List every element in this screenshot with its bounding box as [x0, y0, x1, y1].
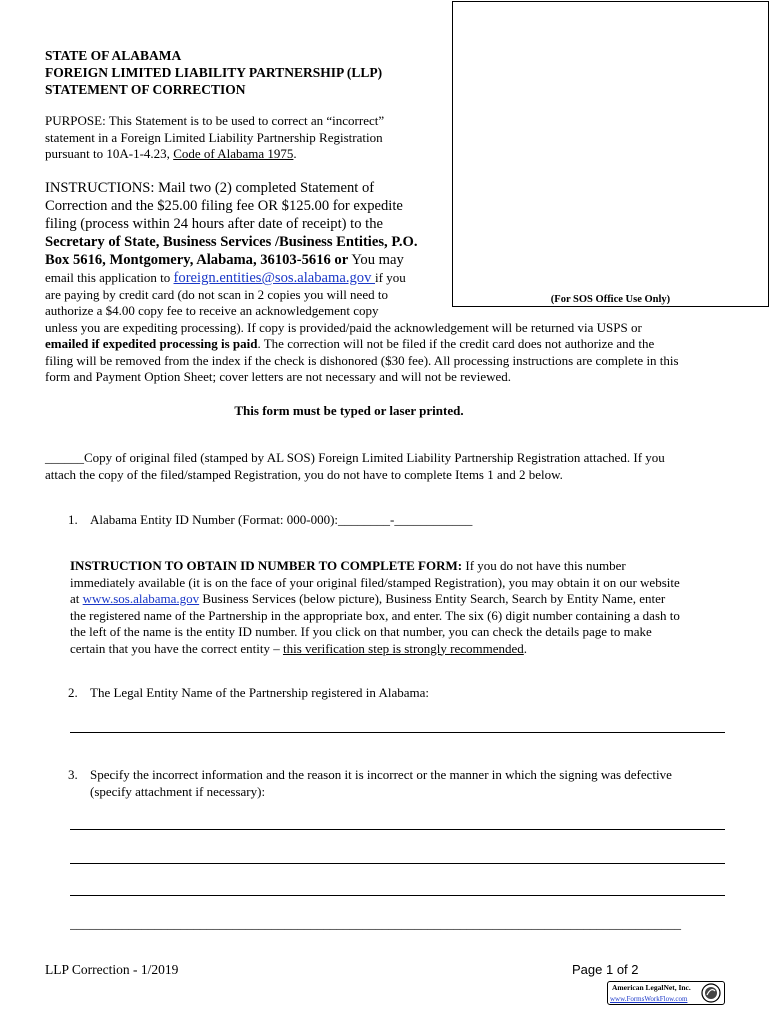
instructions-line: emailed if expedited processing is paid. The correction will not be filed if the credit card does not authorize and the: [45, 336, 655, 351]
id-instruction-heading: INSTRUCTION TO OBTAIN ID NUMBER TO COMPLETE FORM:: [70, 558, 463, 573]
sos-website-link[interactable]: www.sos.alabama.gov: [82, 591, 200, 606]
office-use-box: [452, 1, 769, 307]
item-2-label: The Legal Entity Name of the Partnership registered in Alabama:: [90, 685, 429, 700]
office-use-label: (For SOS Office Use Only): [550, 294, 671, 305]
correction-line[interactable]: [70, 829, 725, 830]
copy-attached-section: [45, 450, 665, 483]
purpose-line: statement in a Foreign Limited Liability Partnership Registration: [45, 129, 383, 145]
instructions-line: form and Payment Option Sheet; cover letters are not necessary and will not be reviewed.: [45, 369, 512, 384]
copy-attached-text: Copy of original filed (stamped by AL SOS) Foreign Limited Liability Partnership Registration attached. If you: [84, 450, 665, 465]
legalnet-company: American LegalNet, Inc.: [612, 983, 691, 992]
legalnet-url[interactable]: www.FormsWorkFlow.com: [610, 995, 688, 1003]
legalnet-logo-icon: [701, 983, 721, 1003]
instructions-line: authorize a $4.00 copy fee to receive an acknowledgement copy: [45, 303, 379, 318]
header-state: STATE OF ALABAMA: [45, 48, 182, 63]
code-citation: Code of Alabama 1975: [173, 146, 294, 161]
typed-notice: This form must be typed or laser printed.: [234, 403, 464, 418]
instructions-continued: [45, 270, 679, 386]
copy-attached-blank[interactable]: ______: [45, 450, 84, 465]
item-3-number: 3.: [68, 767, 78, 782]
instructions-line: Correction and the $25.00 filing fee OR $125.00 for expedite: [45, 198, 403, 214]
item-2-number: 2.: [68, 685, 78, 700]
copy-attached-text: attach the copy of the filed/stamped Registration, you do not have to complete Items 1 and 2 below.: [45, 466, 563, 482]
item-1-number: 1.: [68, 512, 78, 527]
instructions-line: are paying by credit card (do not scan in 2 copies you will need to: [45, 286, 388, 302]
instructions-line: email this application to foreign.entities@sos.alabama.gov if you: [45, 270, 406, 286]
entity-name-line[interactable]: [70, 732, 725, 733]
purpose-section: [45, 113, 384, 163]
purpose-line: PURPOSE: This Statement is to be used to correct an “incorrect”: [45, 113, 385, 128]
instructions-line: Box 5616, Montgomery, Alabama, 36103-5616 or You may: [45, 252, 404, 268]
verification-note: this verification step is strongly recommended: [282, 640, 524, 656]
purpose-line: pursuant to 10A-1-4.23, Code of Alabama 1975.: [45, 146, 297, 161]
header-entity-type: FOREIGN LIMITED LIABILITY PARTNERSHIP (LLP): [45, 65, 383, 80]
header-form-title: STATEMENT OF CORRECTION: [45, 82, 246, 97]
correction-line[interactable]: [70, 895, 725, 896]
correction-last-line[interactable]: ______________________________________________________________________________________________: [70, 916, 681, 931]
page-number: Page 1 of 2: [572, 962, 639, 977]
id-instruction-section: INSTRUCTION TO OBTAIN ID NUMBER TO COMPLETE FORM: If you do not have this number immediately available (it is on the face of your original filed/stamped Registration), you may obtain it on our website at www.sos.alabama.gov Business Services (below picture), Business Entity Search, Search by Entity Name, enter the registered name of the Partnership in the appropriate box, and enter. The six (6) digit number containing a dash to the left of the name is the entity ID number. If you click on that number, you can check the details page to make certain that you have the correct entity – this verification step is strongly recommended.: [70, 558, 680, 656]
item-3-label: Specify the incorrect information and the reason it is incorrect or the manner in which the signing was defective (specify attachment if necessary):: [90, 767, 672, 799]
email-link[interactable]: foreign.entities@sos.alabama.gov: [173, 270, 376, 286]
correction-line[interactable]: [70, 863, 725, 864]
instructions-line: filing will be removed from the index if the check is dishonored ($30 fee). All processing instructions are complete in this: [45, 352, 679, 368]
form-id: LLP Correction - 1/2019: [45, 962, 179, 977]
instructions-line: unless you are expediting processing). If copy is provided/paid the acknowledgement will be returned via USPS or: [45, 319, 642, 335]
mailing-address: Secretary of State, Business Services /Business Entities, P.O.: [45, 234, 418, 250]
instructions-section: [45, 179, 418, 269]
form-header: [45, 47, 382, 98]
entity-id-field[interactable]: Alabama Entity ID Number (Format: 000-000):________-____________: [90, 512, 473, 527]
instructions-line: filing (process within 24 hours after date of receipt) to the: [45, 216, 383, 232]
instructions-line: INSTRUCTIONS: Mail two (2) completed Statement of: [45, 180, 375, 196]
